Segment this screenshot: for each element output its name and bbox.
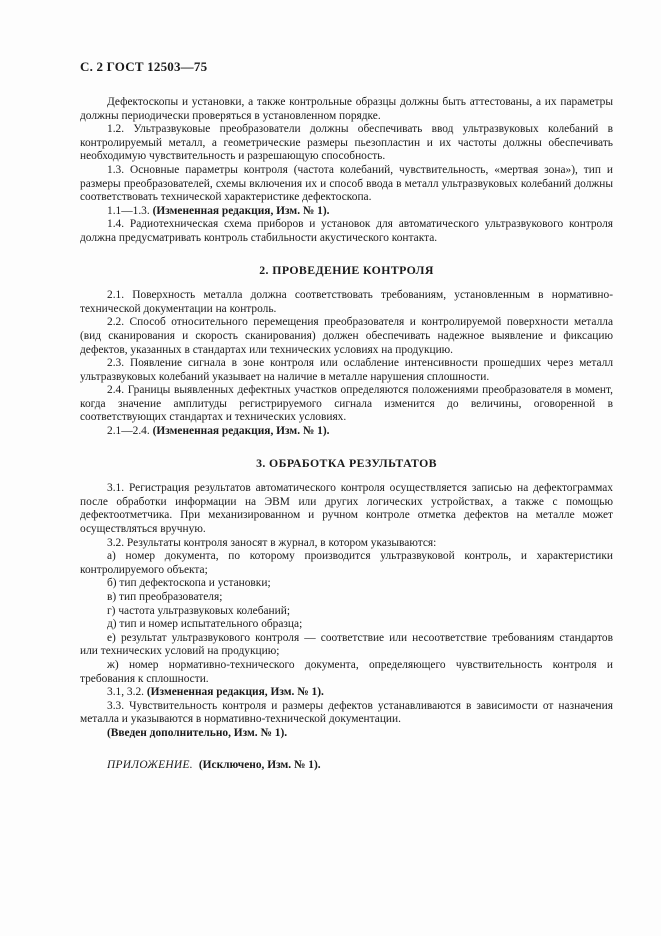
paragraph-1-2: 1.2. Ультразвуковые преобразователи должны обеспечивать ввод ультразвуковых колебаний в контролируемый металл, а геометрические размеры пьезопластин и их частоты должны обеспечивать необходимую чувствительность и разрешающую способность. (80, 123, 613, 163)
added-note: (Введен дополнительно, Изм. № 1). (107, 726, 288, 739)
paragraph-2-1: 2.1. Поверхность металла должна соответствовать требованиям, установленным в нормативно-технической документации на контроль. (80, 289, 613, 315)
revision-ref: 3.1, 3.2. (107, 686, 145, 699)
paragraph-3-1: 3.1. Регистрация результатов автоматического контроля осуществляется записью на дефектограммах после обработки информации на ЭВМ или других логических устройствах, а также с помощью дефектоотметчика. При механизированном и ручном контроле отметка дефектов на металле может осуществляться вручную. (80, 482, 613, 536)
list-item-e: е) результат ультразвукового контроля — соответствие или несоответствие требованиям стандартов или технических условий на продукцию; (80, 631, 613, 658)
list-item-zh: ж) номер нормативно-технического документа, определяющего чувствительность контроля и требования к сплошности. (80, 658, 613, 685)
paragraph-2-4: 2.4. Границы выявленных дефектных участков определяются положениями преобразователя в момент, когда значение амплитуды регистрируемого сигнала изменится до величины, оговоренной в соответствующих стандартах и технических условиях. (80, 384, 613, 424)
paragraph-2-2: 2.2. Способ относительного перемещения преобразователя и контролируемой поверхности металла (вид сканирования и скорость сканирования) должен обеспечивать надежное выявление и фиксацию дефектов, указанных в стандартах или технических условиях на продукцию. (80, 316, 613, 356)
paragraph-3-2: 3.2. Результаты контроля заносят в журнал, в котором указываются: (107, 536, 437, 549)
revision-note-3-1-3-2 (80, 686, 613, 700)
revision-text: (Измененная редакция, Изм. № 1). (152, 204, 330, 217)
list-item-g: г) частота ультразвуковых колебаний; (107, 604, 291, 617)
revision-text: (Измененная редакция, Изм. № 1). (152, 425, 330, 438)
page-header: С. 2 ГОСТ 12503—75 (80, 59, 208, 74)
revision-ref: 1.1—1.3. (107, 204, 150, 217)
paragraph-3-3: 3.3. Чувствительность контроля и размеры дефектов устанавливаются в зависимости от назначения металла и указываются в нормативно-технической документации. (80, 699, 613, 726)
section-3-title: 3. ОБРАБОТКА РЕЗУЛЬТАТОВ (256, 455, 437, 470)
paragraph-1-3: 1.3. Основные параметры контроля (частота колебаний, чувствительность, «мертвая зона»), тип и размеры преобразователей, схемы включения их и способ ввода в металл ультразвуковых колебаний должны соответствовать технической характеристике дефектоскопа. (80, 163, 613, 204)
appendix-label: ПРИЛОЖЕНИЕ. (107, 758, 193, 771)
paragraph-1-4: 1.4. Радиотехническая схема приборов и установок для автоматического ультразвукового контроля должна предусматривать контроль стабильности акустического контакта. (80, 218, 613, 244)
revision-text: (Измененная редакция, Изм. № 1). (146, 686, 324, 699)
revision-note-2-1-2-4 (80, 425, 613, 439)
list-item-b: б) тип дефектоскопа и установки; (107, 577, 271, 590)
list-item-a: а) номер документа, по которому производится ультразвуковой контроль, и характеристики контролируемого объекта; (80, 550, 613, 576)
section-2-title: 2. ПРОВЕДЕНИЕ КОНТРОЛЯ (259, 262, 434, 277)
list-item-d: д) тип и номер испытательного образца; (107, 618, 303, 631)
revision-ref: 2.1—2.4. (107, 425, 150, 438)
appendix-status: (Исключено, Изм. № 1). (198, 758, 321, 771)
revision-note-1-1-1-3 (80, 205, 613, 219)
paragraph-2-3: 2.3. Появление сигнала в зоне контроля или ослабление интенсивности прошедших через металл ультразвуковых колебаний указывает на наличие в металле нарушения сплошности. (80, 357, 613, 383)
appendix-note (80, 759, 613, 773)
paragraph-intro: Дефектоскопы и установки, а также контрольные образцы должны быть аттестованы, а их параметры должны периодически проверяться в установленном порядке. (80, 96, 613, 122)
list-item-v: в) тип преобразователя; (107, 591, 223, 603)
document-body (80, 96, 613, 772)
